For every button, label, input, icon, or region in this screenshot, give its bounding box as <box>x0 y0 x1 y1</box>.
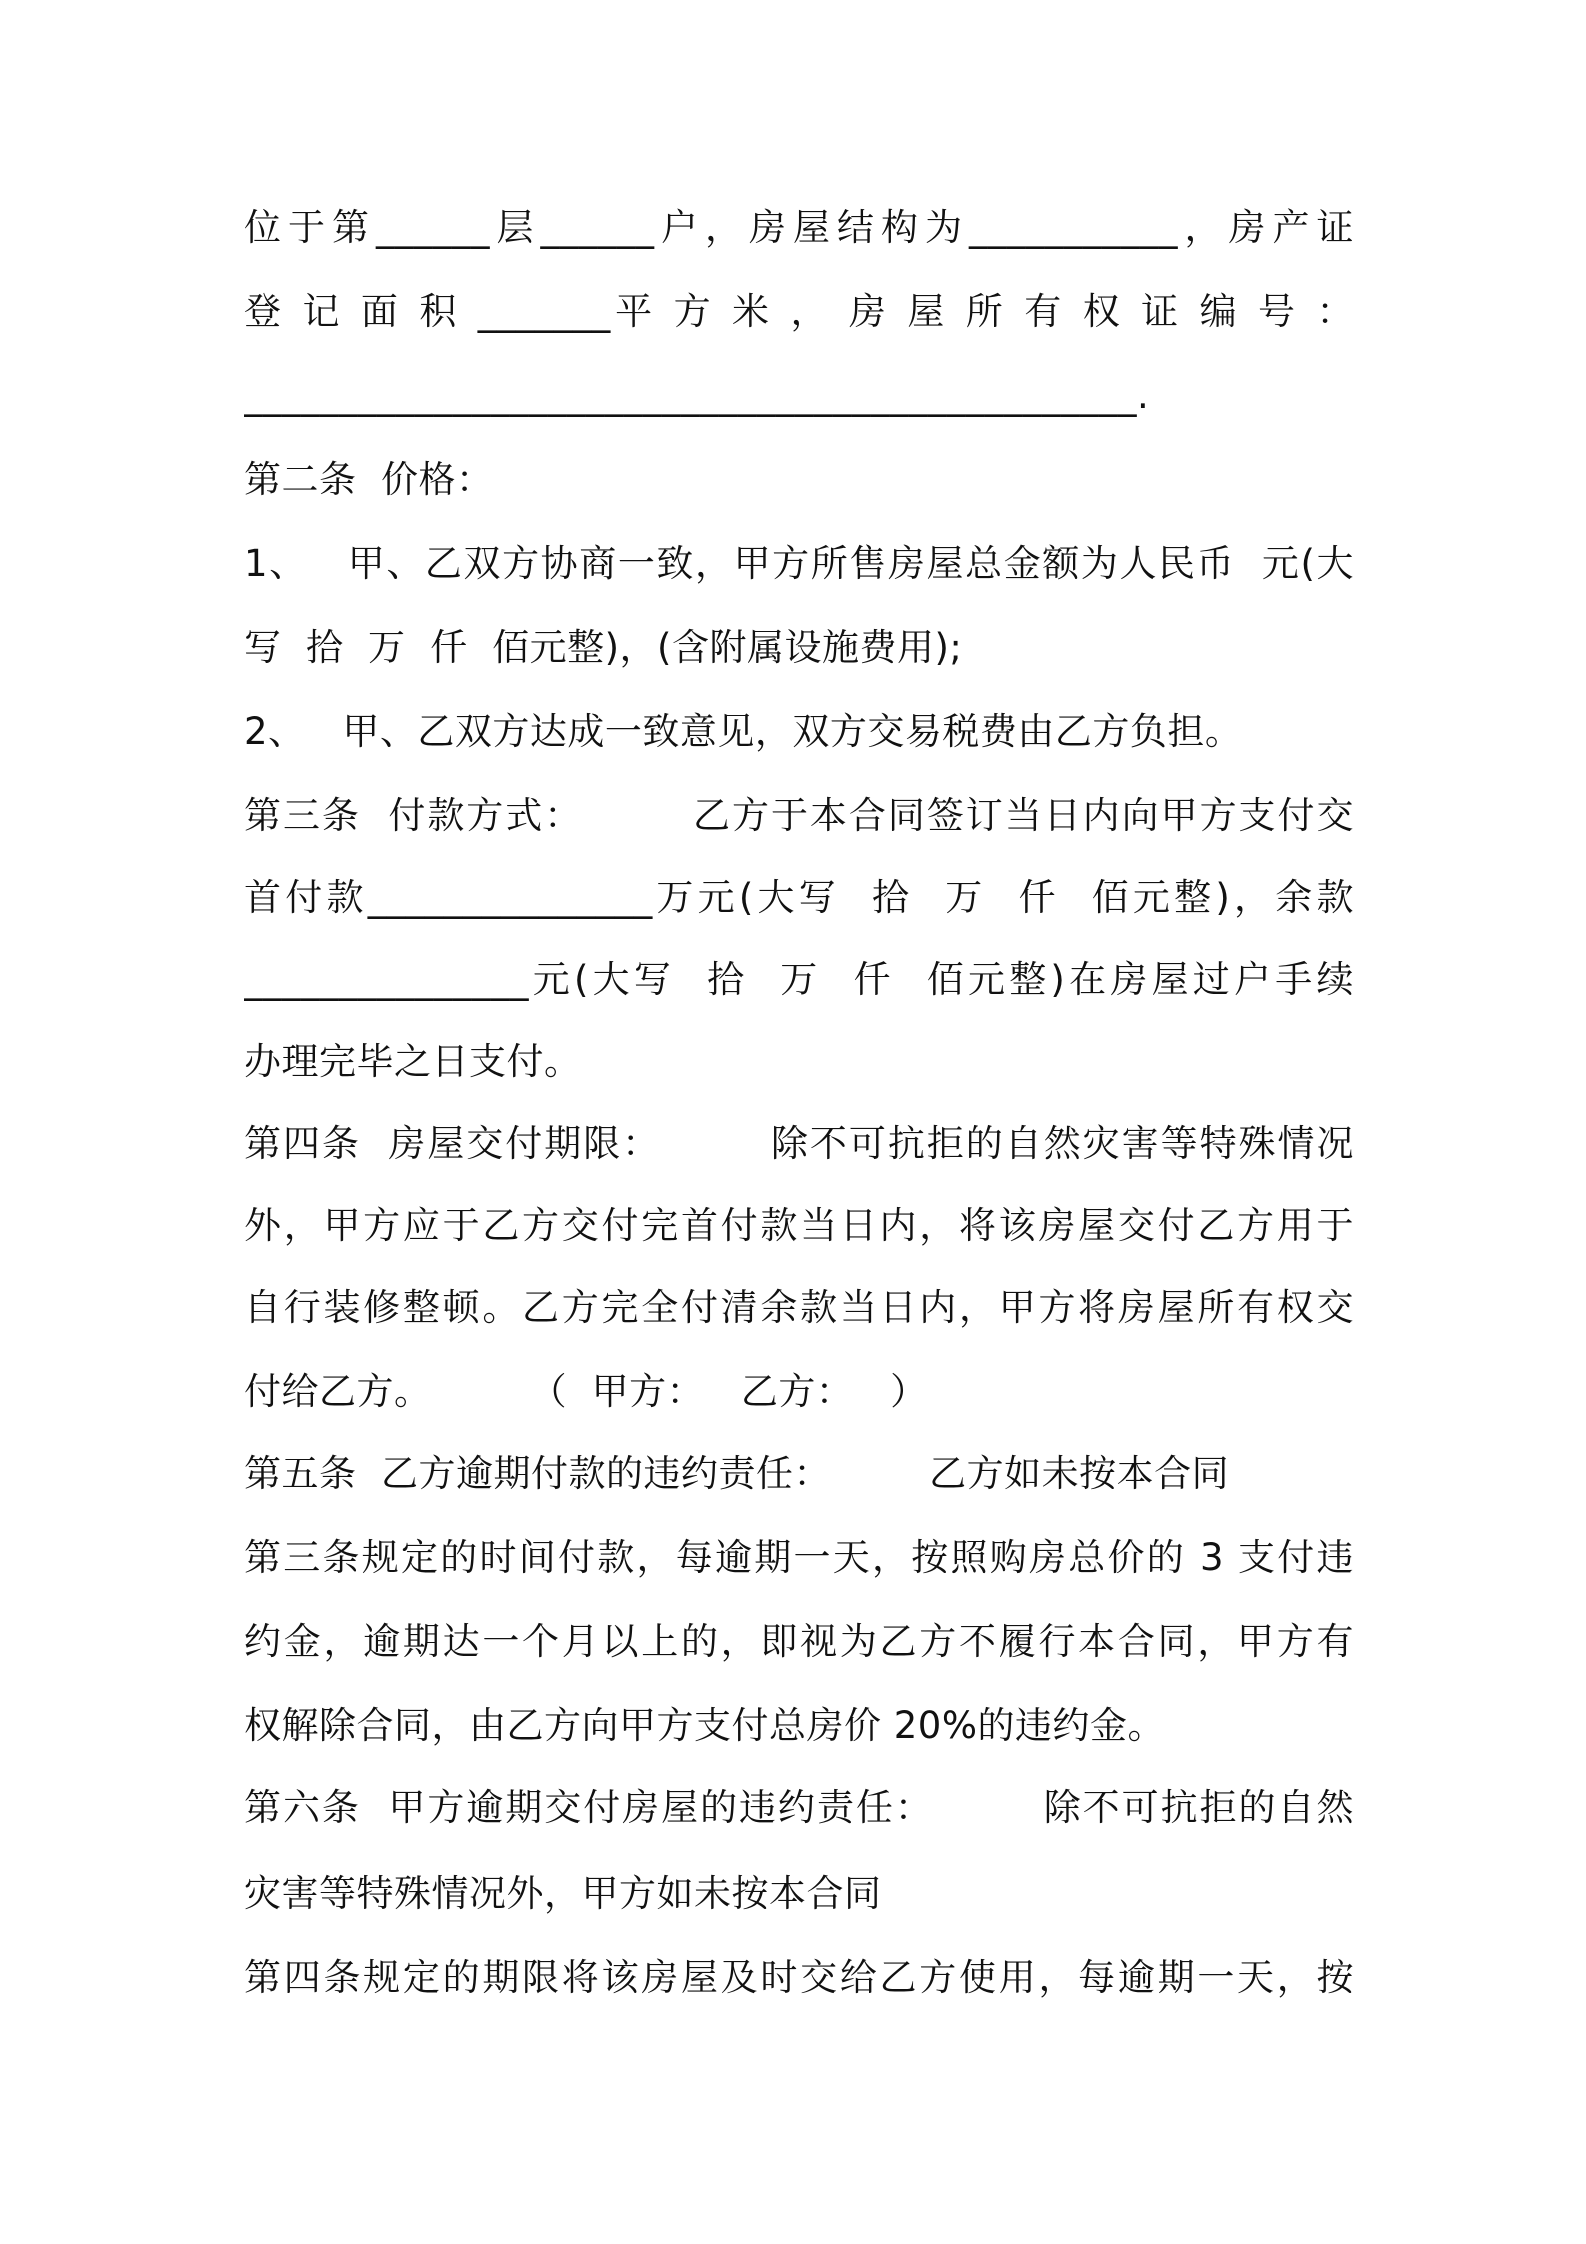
article-5-line-3: 约金，逾期达一个月以上的，即视为乙方不履行本合同，甲方有 <box>244 1620 1354 1663</box>
article-6-heading: 第六条 甲方逾期交付房屋的违约责任： 除不可抗拒的自然 <box>244 1786 1354 1829</box>
article-5-line-2: 第三条规定的时间付款，每逾期一天，按照购房总价的 3 支付违 <box>244 1536 1354 1579</box>
article-3-down-payment: 首付款_______________万元(大写 拾 万 仟 佰元整)，余款 <box>244 876 1354 919</box>
article-4-line-4: 付给乙方。 （ 甲方： 乙方： ） <box>244 1370 928 1413</box>
article-6-line-2: 灾害等特殊情况外，甲方如未按本合同 <box>244 1872 882 1915</box>
article-2-item-2: 2、 甲、乙双方达成一致意见，双方交易税费由乙方负担。 <box>244 710 1243 753</box>
article-3-heading: 第三条 付款方式： 乙方于本合同签订当日内向甲方支付交 <box>244 794 1354 837</box>
article-2-heading: 第二条 价格： <box>244 458 494 501</box>
text-line-location: 位于第______层______户，房屋结构为___________，房产证 <box>244 206 1354 249</box>
article-2-item-1: 1、 甲、乙双方协商一致，甲方所售房屋总金额为人民币 元(大 <box>244 542 1354 585</box>
article-3-balance: _______________元(大写 拾 万 仟 佰元整)在房屋过户手续 <box>244 958 1354 1001</box>
article-5-heading: 第五条 乙方逾期付款的违约责任： 乙方如未按本合同 <box>244 1452 1230 1495</box>
article-4-line-3: 自行装修整顿。乙方完全付清余款当日内，甲方将房屋所有权交 <box>244 1286 1354 1329</box>
article-6-line-3: 第四条规定的期限将该房屋及时交给乙方使用，每逾期一天，按 <box>244 1956 1354 1999</box>
article-5-line-4: 权解除合同，由乙方向甲方支付总房价 20%的违约金。 <box>244 1704 1165 1747</box>
article-4-heading: 第四条 房屋交付期限： 除不可抗拒的自然灾害等特殊情况 <box>244 1122 1354 1165</box>
text-line-area: 登 记 面 积 _______平 方 米 ， 房 屋 所 有 权 证 编 号 ： <box>244 290 1354 333</box>
article-3-end: 办理完毕之日支付。 <box>244 1040 582 1083</box>
text-line-certificate-blank: _______________________________________________. <box>244 374 1150 417</box>
article-2-item-1-cont: 写 拾 万 仟 佰元整)，(含附属设施费用); <box>244 626 963 669</box>
article-4-line-2: 外，甲方应于乙方交付完首付款当日内，将该房屋交付乙方用于 <box>244 1204 1354 1247</box>
